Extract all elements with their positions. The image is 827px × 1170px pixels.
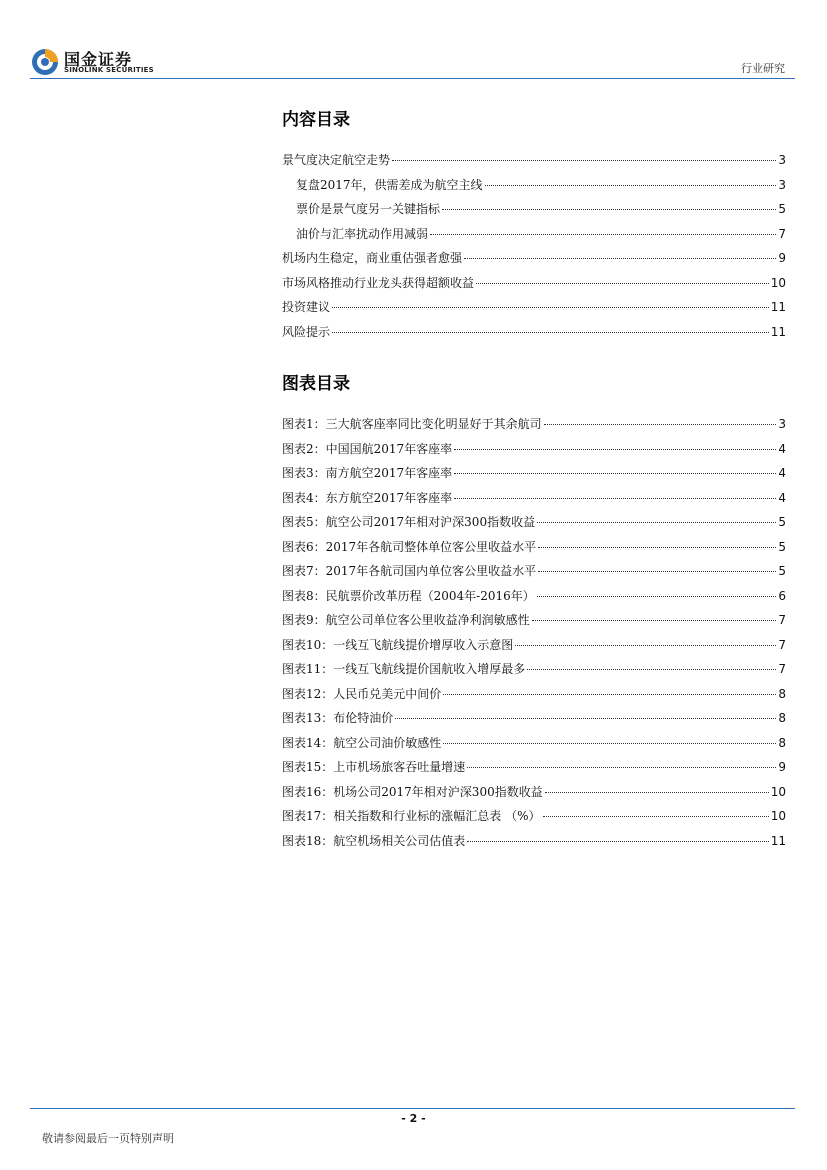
figure-entry[interactable] [282,461,786,486]
toc-title: 内容目录 [282,110,350,130]
logo-text-en: SINOLINK SECURITIES [64,66,154,74]
dot-leader [467,767,776,768]
figure-entry-page: 4 [778,466,786,480]
figure-entry[interactable] [282,608,786,633]
toc-entry-page: 7 [778,226,786,241]
toc-entry-page: 10 [770,275,786,290]
figure-entry-title: 图表15：上市机场旅客吞吐量增速 [282,760,466,774]
dot-leader [538,571,776,572]
dot-leader [454,498,776,499]
toc-entry-title: 景气度决定航空走势 [282,153,391,167]
figure-entry[interactable] [282,535,786,560]
dot-leader [443,743,776,744]
figure-entry-page: 7 [778,637,786,652]
logo-mark-icon [30,47,60,77]
figure-entry-page: 4 [778,441,786,456]
figures-title: 图表目录 [282,374,350,394]
figure-entry[interactable] [282,437,786,462]
figure-entry-title: 图表7：2017年各航司国内单位客公里收益水平 [282,564,537,578]
figure-entry-title: 图表12：人民币兑美元中间价 [282,686,442,701]
toc-entry[interactable] [282,148,786,173]
figure-entry-title: 图表11：一线互飞航线提价国航收入增厚最多 [282,662,526,676]
toc-entry-page: 11 [770,324,786,339]
figure-entry-page: 7 [778,613,786,627]
page-header [0,0,827,80]
report-category: 行业研究 [741,62,785,75]
toc-entry-page: 3 [778,177,786,192]
dot-leader [392,160,776,161]
figure-entry[interactable] [282,804,786,829]
dot-leader [476,283,769,284]
company-logo [30,47,190,79]
toc-entry[interactable] [282,246,786,271]
figure-entry-page: 6 [778,588,786,603]
dot-leader [443,694,776,695]
figure-entry-title: 图表13：布伦特油价 [282,711,394,725]
figure-entry-title: 图表17：相关指数和行业标的涨幅汇总表 （%） [282,809,541,823]
figure-entry-page: 5 [778,564,786,578]
figure-entry[interactable] [282,657,786,682]
toc-entry-title: 投资建议 [282,300,331,314]
header-divider [30,78,795,79]
figure-entry[interactable] [282,584,786,609]
dot-leader [544,424,777,425]
figure-entry-page: 11 [770,833,786,848]
dot-leader [454,449,776,450]
toc-entry[interactable] [282,320,786,345]
toc-entry-title: 油价与汇率扰动作用减弱 [296,226,429,241]
figure-entry-title: 图表14：航空公司油价敏感性 [282,735,442,750]
page-number: - 2 - [401,1112,426,1125]
dot-leader [537,596,777,597]
dot-leader [332,307,769,308]
figure-entry-page: 5 [778,539,786,554]
footer-divider [30,1108,795,1109]
figure-entry-title: 图表2：中国国航2017年客座率 [282,441,453,456]
dot-leader [532,620,777,621]
figure-entry-title: 图表8：民航票价改革历程（2004年-2016年） [282,588,535,603]
dot-leader [454,473,776,474]
figure-entry[interactable] [282,706,786,731]
toc-entry[interactable] [282,197,786,222]
toc-entry-page: 11 [770,300,786,314]
figure-entry-title: 图表10：一线互飞航线提价增厚收入示意图 [282,637,514,652]
dot-leader [537,522,776,523]
figure-entry[interactable] [282,510,786,535]
dot-leader [515,645,776,646]
figure-entry[interactable] [282,829,786,854]
figure-entry-page: 8 [778,711,786,725]
dot-leader [332,332,769,333]
toc-entry[interactable] [282,271,786,296]
figure-entry[interactable] [282,633,786,658]
figure-entry-page: 3 [778,417,786,431]
figure-entry[interactable] [282,559,786,584]
figure-entry-page: 9 [778,760,786,774]
figure-entry-page: 8 [778,686,786,701]
figure-entry-page: 8 [778,735,786,750]
figure-entry[interactable] [282,412,786,437]
dot-leader [543,816,769,817]
dot-leader [395,718,776,719]
figure-entry-page: 4 [778,490,786,505]
toc-entry-title: 机场内生稳定，商业重估强者愈强 [282,251,463,265]
toc-entry-page: 5 [778,202,786,216]
figure-entry-title: 图表18：航空机场相关公司估值表 [282,833,466,848]
figure-entry-page: 10 [770,784,786,799]
figure-entry-page: 5 [778,515,786,529]
toc-entry[interactable] [282,222,786,247]
toc-entry-title: 票价是景气度另一关键指标 [296,202,441,216]
footer-disclaimer: 敬请参阅最后一页特别声明 [42,1132,174,1145]
figure-entry-title: 图表6：2017年各航司整体单位客公里收益水平 [282,539,537,554]
figure-entry-title: 图表4：东方航空2017年客座率 [282,490,453,505]
toc-entry-title: 市场风格推动行业龙头获得超额收益 [282,275,475,290]
toc-entry-page: 3 [778,153,786,167]
dot-leader [467,841,768,842]
figure-entry-title: 图表3：南方航空2017年客座率 [282,466,453,480]
figure-entry-title: 图表1：三大航客座率同比变化明显好于其余航司 [282,417,542,431]
toc-entry-page: 9 [778,251,786,265]
dot-leader [527,669,776,670]
toc-entry-title: 风险提示 [282,324,331,339]
figure-entry-title: 图表5：航空公司2017年相对沪深300指数收益 [282,515,536,529]
figure-entry[interactable] [282,755,786,780]
logo-text-cn: 国金证券 [64,50,133,69]
figure-entry[interactable] [282,682,786,707]
dot-leader [464,258,776,259]
figures-list [282,412,786,853]
dot-leader [538,547,776,548]
figure-entry[interactable] [282,780,786,805]
page-content [282,108,786,853]
toc-entry[interactable] [282,295,786,320]
figure-entry-title: 图表16：机场公司2017年相对沪深300指数收益 [282,784,543,799]
figure-entry-page: 10 [770,809,786,823]
figure-entry-page: 7 [778,662,786,676]
toc-list [282,148,786,344]
figure-entry-title: 图表9：航空公司单位客公里收益净利润敏感性 [282,613,530,627]
dot-leader [430,234,776,235]
dot-leader [442,209,776,210]
toc-entry[interactable] [282,173,786,198]
figure-entry[interactable] [282,731,786,756]
dot-leader [485,185,777,186]
figure-entry[interactable] [282,486,786,511]
dot-leader [545,792,769,793]
toc-entry-title: 复盘2017年，供需差成为航空主线 [296,177,483,192]
